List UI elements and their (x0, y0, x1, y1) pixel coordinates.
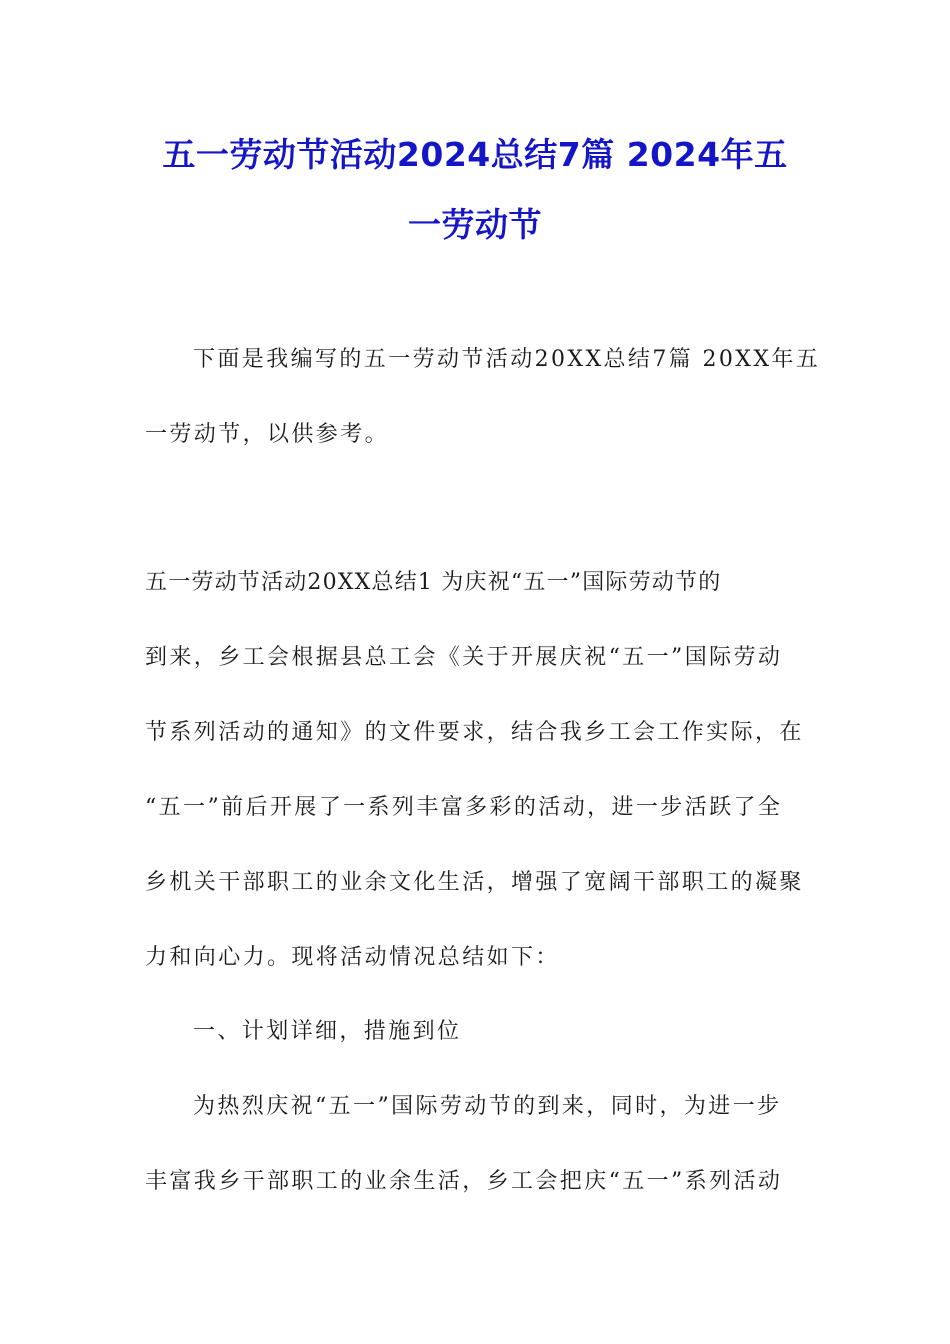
intro-paragraph-line-1: 下面是我编写的五一劳动节活动20XX总结7篇 20XX年五 (193, 347, 821, 372)
body-paragraph-line-6: 力和向心力。现将活动情况总结如下： (145, 945, 560, 970)
body-paragraph-line-1: 五一劳动节活动20XX总结1 为庆祝“五一”国际劳动节的 (145, 570, 722, 595)
intro-paragraph-line-2: 一劳动节，以供参考。 (145, 422, 390, 447)
section-paragraph-line-1: 为热烈庆祝“五一”国际劳动节的到来，同时，为进一步 (193, 1094, 782, 1119)
body-paragraph-line-2: 到来，乡工会根据县总工会《关于开展庆祝“五一”国际劳动 (145, 645, 783, 670)
document-title-line-2: 一劳动节 (408, 205, 542, 244)
document-title-line-1: 五一劳动节活动2024总结7篇 2024年五 (162, 135, 788, 174)
body-paragraph-line-4: “五一”前后开展了一系列丰富多彩的活动，进一步活跃了全 (145, 795, 783, 820)
section-paragraph-line-2: 丰富我乡干部职工的业余生活，乡工会把庆“五一”系列活动 (145, 1169, 783, 1194)
section-heading: 一、计划详细，措施到位 (193, 1019, 462, 1044)
body-paragraph-line-5: 乡机关干部职工的业余文化生活，增强了宽阔干部职工的凝聚 (145, 870, 804, 895)
body-paragraph-line-3: 节系列活动的通知》的文件要求，结合我乡工会工作实际，在 (145, 720, 804, 745)
